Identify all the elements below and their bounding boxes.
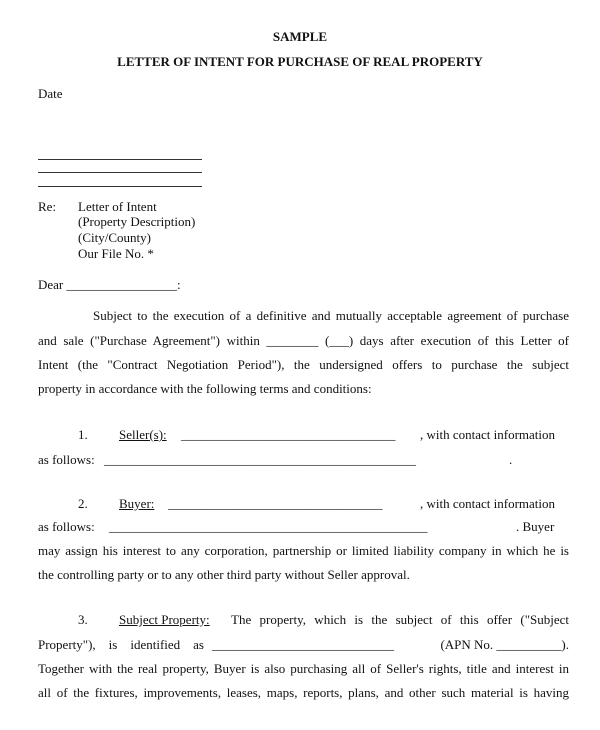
re-line-property-description: (Property Description) (78, 214, 196, 229)
re-line-letter-of-intent: Letter of Intent (78, 199, 157, 214)
item-3-extra-line-2: all of the fixtures, improvements, leases, maps, reports, plans, and other such material is having (38, 685, 569, 700)
document-title: LETTER OF INTENT FOR PURCHASE OF REAL PROPERTY (117, 54, 483, 69)
item-1-line2-start: as follows: (38, 452, 95, 467)
address-blank-line-2[interactable] (38, 172, 202, 173)
item-1-contact-blank[interactable]: ________________________________________________ (104, 452, 416, 467)
item-3-line2-start: Property"), is identified as (38, 637, 204, 652)
salutation (38, 277, 181, 293)
intro-line-3: Intent (the "Contract Negotiation Period"), the undersigned offers to purchase the subject (38, 357, 569, 372)
address-blank-line-3[interactable] (38, 186, 202, 187)
item-2-extra-line-1: may assign his interest to any corporation, partnership or limited liability company in which he is (38, 543, 569, 558)
item-3-extra-line-1: Together with the real property, Buyer is also purchasing all of Seller's rights, title and interest in (38, 661, 569, 676)
item-2-buyer-blank[interactable]: _________________________________ (168, 496, 383, 511)
salutation-name-blank[interactable]: _________________ (66, 277, 178, 292)
item-1-tail: , with contact information (420, 427, 556, 442)
re-line-file-no: Our File No. * (78, 246, 154, 261)
intro-line-1: Subject to the execution of a definitive and mutually acceptable agreement of purchase (93, 308, 569, 323)
salutation-colon: : (177, 277, 181, 292)
item-3-number: 3. (78, 612, 88, 627)
re-line-city-county: (City/County) (78, 230, 151, 245)
salutation-label: Dear (38, 277, 64, 292)
item-2-number: 2. (78, 496, 88, 511)
item-2-line2-start: as follows: (38, 519, 95, 534)
item-3-text-line-1: The property, which is the subject of this offer ("Subject (231, 612, 569, 627)
item-3-line2-end: (APN No. __________). (440, 637, 569, 652)
item-2-line2-end: . Buyer (516, 519, 555, 534)
item-1-number: 1. (78, 427, 88, 442)
item-1-line2-end: . (509, 452, 513, 467)
re-label: Re: (38, 199, 57, 214)
item-1-seller-blank[interactable]: _________________________________ (181, 427, 396, 442)
intro-line-2: and sale ("Purchase Agreement") within ________ (___) days after execution of this Letter of (38, 333, 569, 348)
item-3-line2 (38, 637, 569, 653)
item-1-label: Seller(s): (119, 427, 167, 442)
item-2-label: Buyer: (119, 496, 155, 511)
address-blank-line-1[interactable] (38, 159, 202, 160)
sample-heading: SAMPLE (272, 29, 328, 44)
item-2-extra-line-2: the controlling party or to any other third party without Seller approval. (38, 567, 410, 582)
item-2-tail: , with contact information (420, 496, 556, 511)
item-3-property-blank[interactable]: ____________________________ (212, 637, 394, 652)
intro-line-4: property in accordance with the following terms and conditions: (38, 381, 372, 396)
item-2-contact-blank[interactable]: _________________________________________________ (109, 519, 428, 534)
date-label: Date (38, 86, 63, 101)
item-3-label: Subject Property: (119, 612, 210, 627)
